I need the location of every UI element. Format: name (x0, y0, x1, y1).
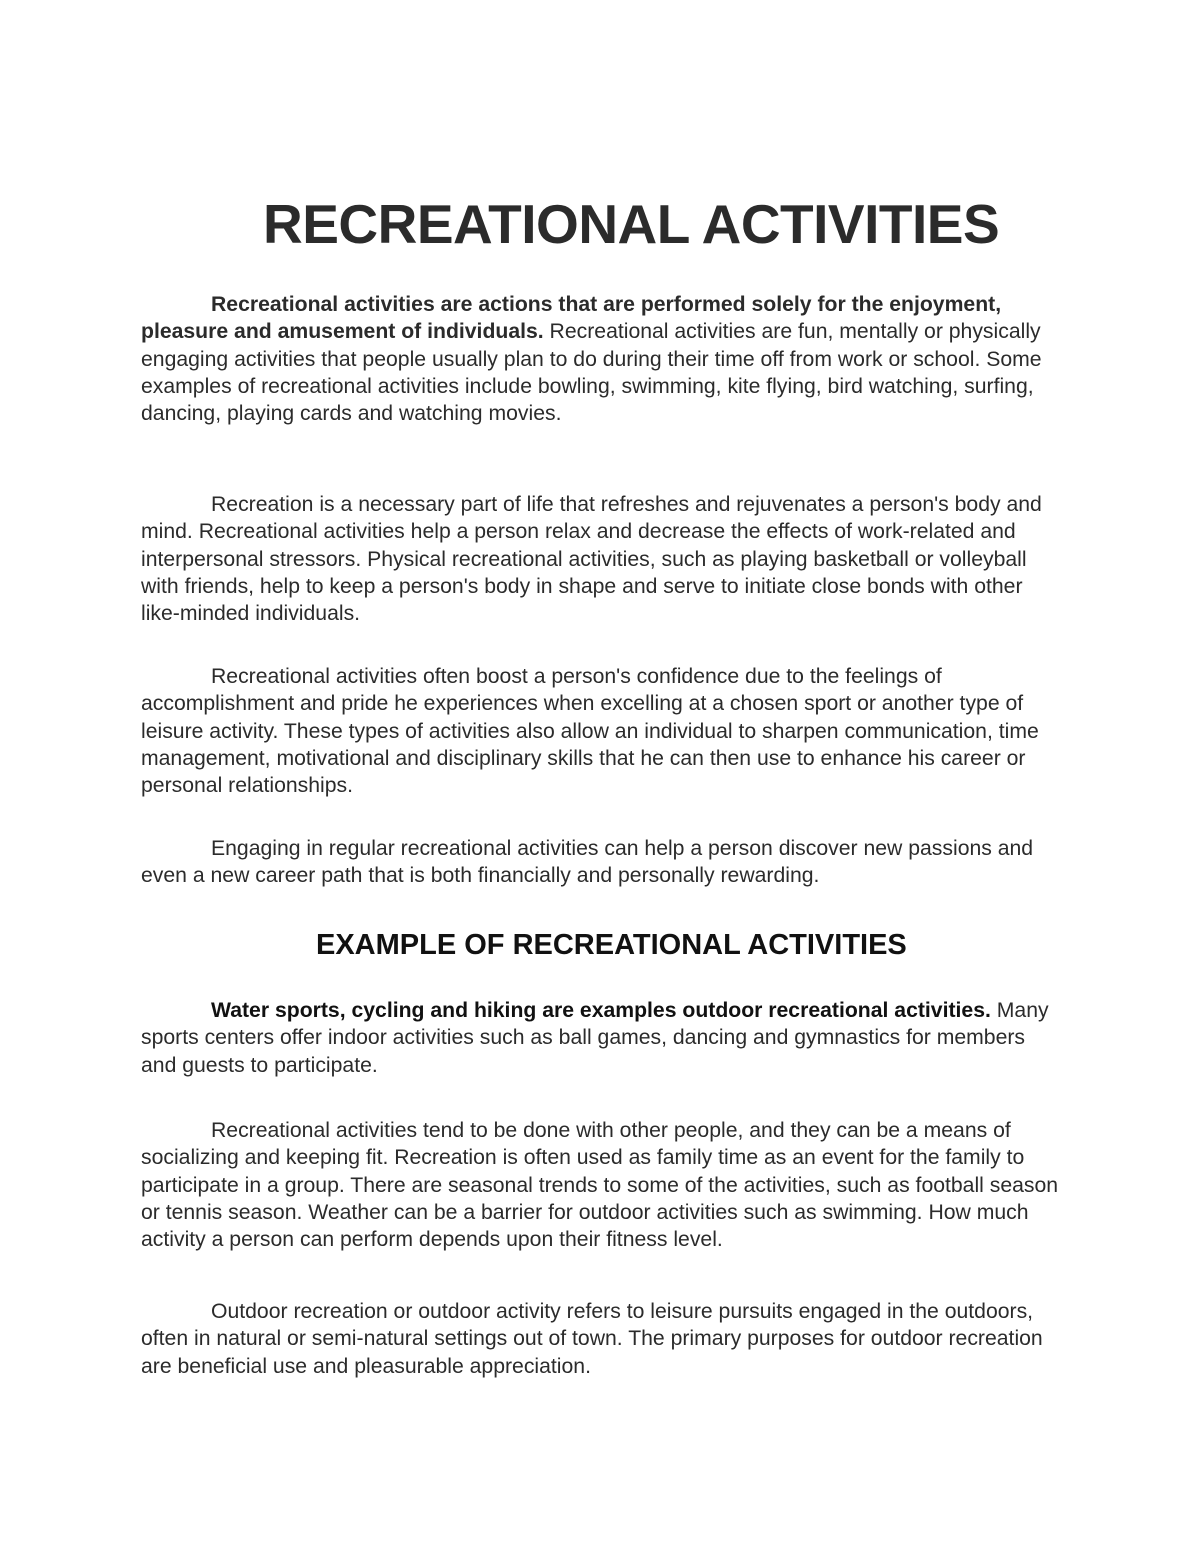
paragraph-benefits (141, 491, 1066, 627)
paragraph-body: Many sports centers offer indoor activities such as ball games, dancing and gymnastics for members and guests to participate. (141, 999, 1049, 1077)
paragraph-body: Engaging in regular recreational activities can help a person discover new passions and even a new career path that is both financially and personally rewarding. (141, 837, 1034, 888)
paragraph-lead-bold: Water sports, cycling and hiking are examples outdoor recreational activities. (211, 999, 991, 1022)
paragraph-examples (141, 997, 1066, 1079)
paragraph-body: Recreational activities often boost a person's confidence due to the feelings of accomplishment and pride he experiences when excelling at a chosen sport or another type of leisure activity. These types of activities also allow an individual to sharpen communication, time management, motivational and disciplinary skills that he can then use to enhance his career or personal relationships. (141, 665, 1039, 798)
document-title: RECREATIONAL ACTIVITIES (263, 193, 1000, 255)
paragraph-body: Recreational activities are fun, mentally or physically engaging activities that people usually plan to do during their time off from work or school. Some examples of recreational activities include bowling, swimming, kite flying, bird watching, surfing, dancing, playing cards and watching movies. (141, 320, 1042, 426)
paragraph-body: Recreational activities tend to be done with other people, and they can be a means of socializing and keeping fit. Recreation is often used as family time as an event for the family to participate in a group. There are seasonal trends to some of the activities, such as football season or tennis season. Weather can be a barrier for outdoor activities such as swimming. How much activity a person can perform depends upon their fitness level. (141, 1119, 1059, 1252)
section-title: EXAMPLE OF RECREATIONAL ACTIVITIES (316, 929, 907, 961)
paragraph-body: Recreation is a necessary part of life that refreshes and rejuvenates a person's body and mind. Recreational activities help a person relax and decrease the effects of work-related and interpersonal stressors. Physical recreational activities, such as playing basketball or volleyball with friends, help to keep a person's body in shape and serve to initiate close bonds with other like-minded individuals. (141, 493, 1042, 626)
paragraph-outdoor-recreation (141, 1298, 1066, 1380)
paragraph-lead-bold: Recreational activities are actions that are performed solely for the enjoyment, pleasure and amusement of individuals. (141, 293, 1002, 344)
paragraph-passions (141, 835, 1066, 890)
paragraph-confidence (141, 663, 1066, 799)
paragraph-socializing (141, 1117, 1066, 1253)
paragraph-body: Outdoor recreation or outdoor activity refers to leisure pursuits engaged in the outdoors, often in natural or semi-natural settings out of town. The primary purposes for outdoor recreation are beneficial use and pleasurable appreciation. (141, 1300, 1043, 1378)
paragraph-definition (141, 291, 1066, 427)
